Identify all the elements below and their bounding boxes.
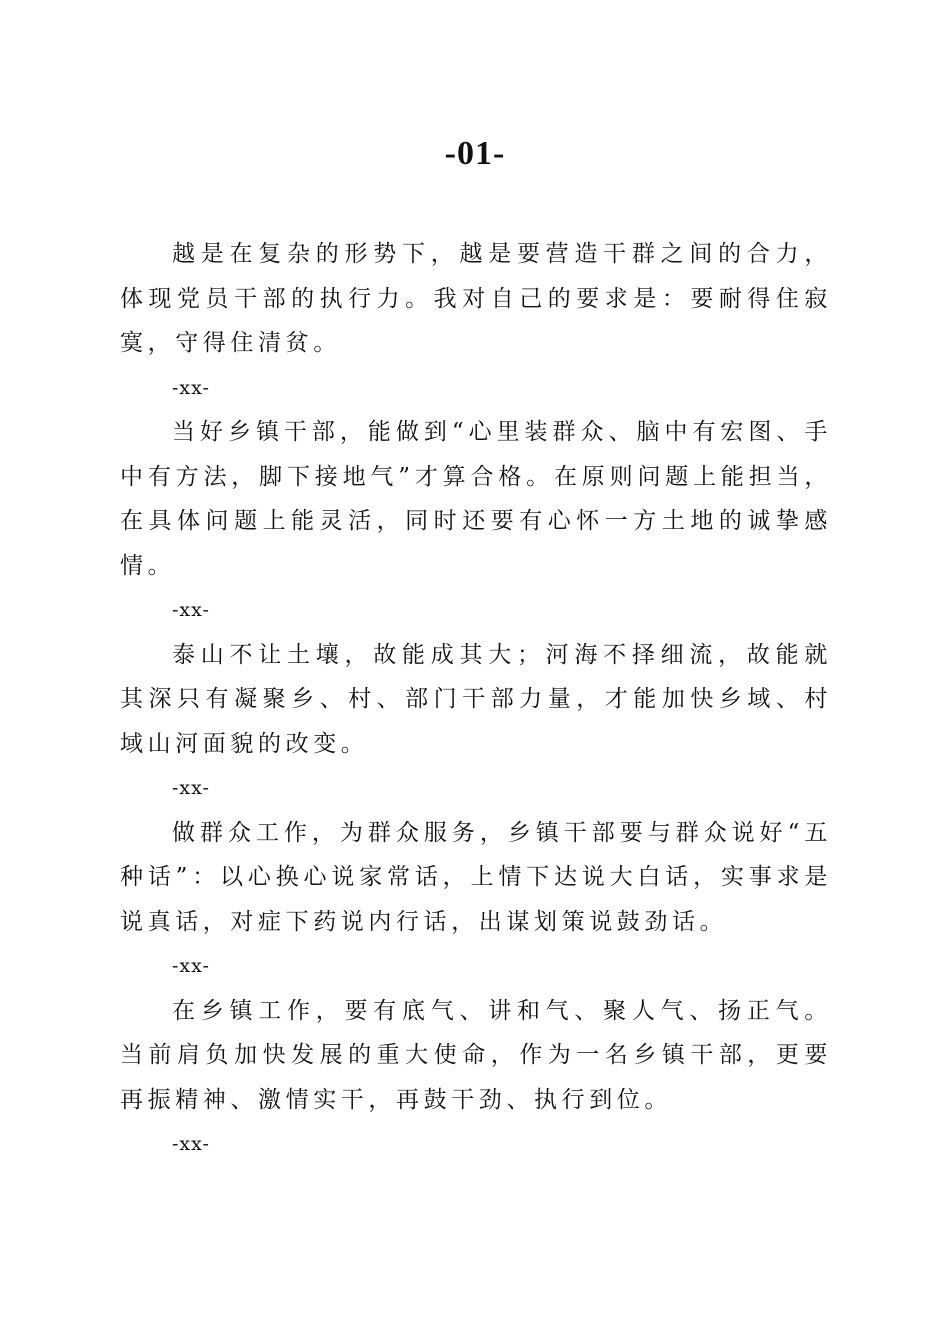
section-separator: -xx- — [172, 777, 210, 799]
paragraph: 当好乡镇干部，能做到“心里装群众、脑中有宏图、手中有方法，脚下接地气”才算合格。在原则问题上能担当，在具体问题上能灵活，同时还要有心怀一方土地的诚挚感情。 — [120, 419, 832, 579]
section-separator: -xx- — [172, 1133, 210, 1155]
section-separator: -xx- — [172, 955, 210, 977]
paragraph: 做群众工作，为群众服务，乡镇干部要与群众说好“五种话”：以心换心说家常话，上情下达说大白话，实事求是说真话，对症下药说内行话，出谋划策说鼓劲话。 — [120, 819, 832, 935]
paragraph: 越是在复杂的形势下，越是要营造干群之间的合力，体现党员干部的执行力。我对自己的要求是：要耐得住寂寞，守得住清贫。 — [120, 241, 832, 356]
section-separator: -xx- — [172, 376, 210, 399]
paragraph: 在乡镇工作，要有底气、讲和气、聚人气、扬正气。当前肩负加快发展的重大使命，作为一名乡镇干部，更要再振精神、激情实干，再鼓干劲、执行到位。 — [120, 997, 832, 1113]
section-separator: -xx- — [172, 599, 210, 621]
page-heading: -01- — [444, 135, 506, 172]
paragraph: 泰山不让土壤，故能成其大；河海不择细流，故能就其深只有凝聚乡、村、部门干部力量，才能加快乡域、村域山河面貌的改变。 — [120, 641, 832, 757]
document-body — [120, 232, 832, 1167]
